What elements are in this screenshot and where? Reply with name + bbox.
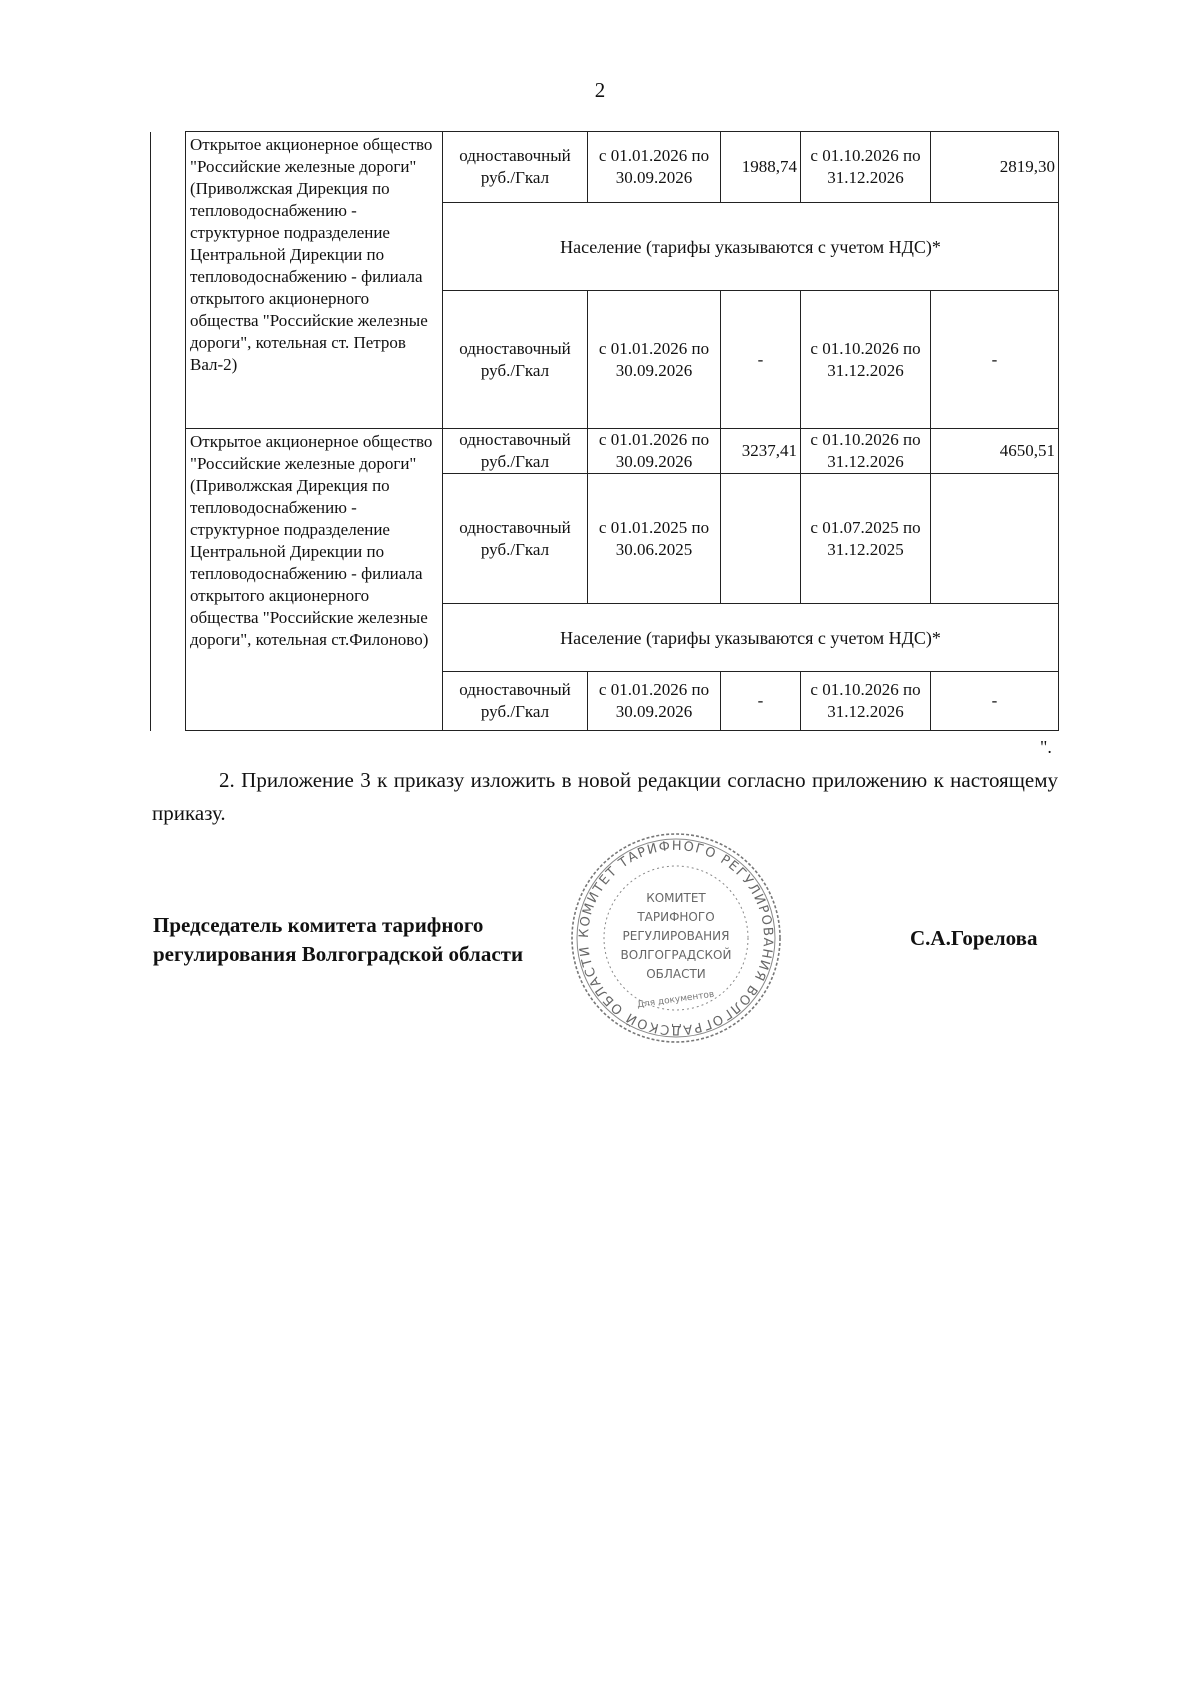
period-cell: с 01.10.2026 по 31.12.2026 <box>801 429 931 474</box>
paragraph-item-2: 2. Приложение 3 к приказу изложить в новой редакции согласно приложению к настоящему приказу. <box>152 768 1058 825</box>
stamp-center-line: РЕГУЛИРОВАНИЯ <box>622 929 730 943</box>
stamp-center-line: КОМИТЕТ <box>646 891 706 905</box>
stamp-center-line: ТАРИФНОГО <box>637 910 715 924</box>
official-stamp-icon <box>566 828 786 1048</box>
stamp-center-line: ВОЛГОГРАДСКОЙ <box>620 948 732 962</box>
tariff-value-cell: - <box>721 672 801 731</box>
tariff-value-cell: 4650,51 <box>931 429 1059 474</box>
signatory-title-line: Председатель комитета тарифного <box>153 913 484 937</box>
signer-name: С.А.Горелова <box>910 926 1038 950</box>
tariff-value-cell: 2819,30 <box>931 132 1059 203</box>
table-left-margin-cell <box>151 132 186 731</box>
tariff-value-cell <box>721 474 801 604</box>
period-cell: с 01.07.2025 по 31.12.2025 <box>801 474 931 604</box>
stamp-center-line: ОБЛАСТИ <box>646 967 706 981</box>
rate-type-cell: одноставочный руб./Гкал <box>443 672 588 731</box>
tariff-value-cell: - <box>931 672 1059 731</box>
signatory-title-line: регулирования Волгоградской области <box>153 942 524 966</box>
signatory-title <box>153 911 523 969</box>
organization-cell: Открытое акционерное общество "Российские железные дороги" (Приволжская Дирекция по тепловодоснабжению - структурное подразделение Центральной Дирекции по тепловодоснабжению - филиала открытого акционерного общества "Российские железные дороги", котельная ст.Филоново) <box>186 429 443 731</box>
tariff-value-cell: - <box>931 291 1059 429</box>
tariff-value-cell: - <box>721 291 801 429</box>
period-cell: с 01.01.2025 по 30.06.2025 <box>588 474 721 604</box>
tariff-value-cell: 1988,74 <box>721 132 801 203</box>
rate-type-cell: одноставочный руб./Гкал <box>443 132 588 203</box>
period-cell: с 01.01.2026 по 30.09.2026 <box>588 672 721 731</box>
rate-type-cell: одноставочный руб./Гкал <box>443 474 588 604</box>
closing-quote: ". <box>1040 737 1052 757</box>
page-number: 2 <box>594 78 606 102</box>
table-row <box>151 132 1059 203</box>
period-cell: с 01.01.2026 по 30.09.2026 <box>588 429 721 474</box>
period-cell: с 01.01.2026 по 30.09.2026 <box>588 291 721 429</box>
stamp-bottom-text: Для документов <box>636 989 715 1011</box>
table-row <box>151 429 1059 474</box>
period-cell: с 01.10.2026 по 31.12.2026 <box>801 291 931 429</box>
period-cell: с 01.10.2026 по 31.12.2026 <box>801 672 931 731</box>
population-note-cell: Население (тарифы указываются с учетом НДС)* <box>443 203 1059 291</box>
period-cell: с 01.01.2026 по 30.09.2026 <box>588 132 721 203</box>
period-cell: с 01.10.2026 по 31.12.2026 <box>801 132 931 203</box>
population-note-cell: Население (тарифы указываются с учетом НДС)* <box>443 604 1059 672</box>
tariff-value-cell <box>931 474 1059 604</box>
tariff-value-cell: 3237,41 <box>721 429 801 474</box>
rate-type-cell: одноставочный руб./Гкал <box>443 429 588 474</box>
stamp-outer-text: КОМИТЕТ ТАРИФНОГО РЕГУЛИРОВАНИЯ ВОЛГОГРАДСКОЙ ОБЛАСТИ <box>576 838 776 1038</box>
rate-type-cell: одноставочный руб./Гкал <box>443 291 588 429</box>
organization-cell: Открытое акционерное общество "Российские железные дороги" (Приволжская Дирекция по тепловодоснабжению - структурное подразделение Центральной Дирекции по тепловодоснабжению - филиала открытого акционерного общества "Российские железные дороги", котельная ст. Петров Вал-2) <box>186 132 443 429</box>
tariff-table <box>150 131 1059 731</box>
